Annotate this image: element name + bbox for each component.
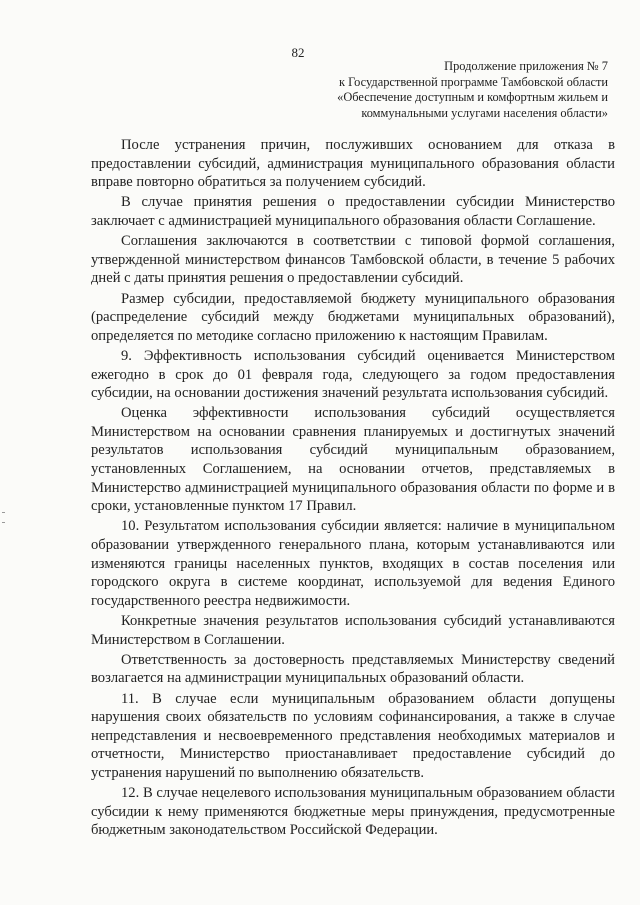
paragraph: 9. Эффективность использования субсидий оценивается Министерством ежегодно в срок до 01 февраля года, следующего за годом предоставления субсидии, на основании достижения значений результата использования субсидий. [91,347,615,402]
appendix-header [278,59,608,121]
paragraph: Размер субсидии, предоставляемой бюджету муниципального образования (распределение субсидий между бюджетами муниципальных образований), определяется по методике согласно приложению к настоящим Правилам. [91,290,615,344]
scan-artifact [2,522,5,523]
paragraph: Конкретные значения результатов использования субсидий устанавливаются Министерством в Соглашении. [91,613,615,648]
header-line: Продолжение приложения № 7 [444,59,608,73]
header-line: к Государственной программе Тамбовской области [338,74,608,89]
paragraph: 12. В случае нецелевого использования муниципальным образованием области субсидии к нему применяются бюджетные меры принуждения, предусмотренные бюджетным законодательством Российской Федерации. [91,785,615,839]
paragraph: После устранения причин, послуживших основанием для отказа в предоставлении субсидий, администрация муниципального образования области вправе повторно обратиться за получением субсидий. [91,137,615,191]
paragraph: Оценка эффективности использования субсидий осуществляется Министерством на основании сравнения планируемых и достигнутых значений результатов использования субсидий муниципальным образованием, установленных Соглашением, на основании отчетов, представляемых в Министерство администрацией муниципального образования области по форме и в сроки, установленные пунктом 17 Правил. [91,405,615,515]
page-number: 82 [291,45,305,60]
paragraph: В случае принятия решения о предоставлении субсидии Министерство заключает с администрацией муниципального образования области Соглашение. [91,194,615,229]
document-body [91,136,615,842]
paragraph: Соглашения заключаются в соответствии с типовой формой соглашения, утвержденной министерством финансов Тамбовской области, в течение 5 рабочих дней с даты принятия решения о предоставлении субсидий. [91,233,615,287]
paragraph: 10. Результатом использования субсидии является: наличие в муниципальном образовании утвержденного генерального плана, которым устанавливаются или изменяются границы населенных пунктов, входящих в состав поселения или городского округа в системе координат, используемой для ведения Единого государственного реестра недвижимости. [91,518,615,609]
header-line: коммунальными услугами населения области» [361,105,608,120]
scan-artifact [2,512,5,513]
paragraph: Ответственность за достоверность представляемых Министерству сведений возлагается на администрации муниципальных образований области. [91,651,615,687]
paragraph: 11. В случае если муниципальным образованием области допущены нарушения своих обязательств по условиям софинансирования, а также в случае непредставления и несвоевременного представления необходимых материалов и отчетности, Министерство приостанавливает предоставление субсидий до устранения нарушений по выполнению обязательств. [91,690,615,781]
header-line: «Обеспечение доступным и комфортным жильем и [337,90,608,104]
